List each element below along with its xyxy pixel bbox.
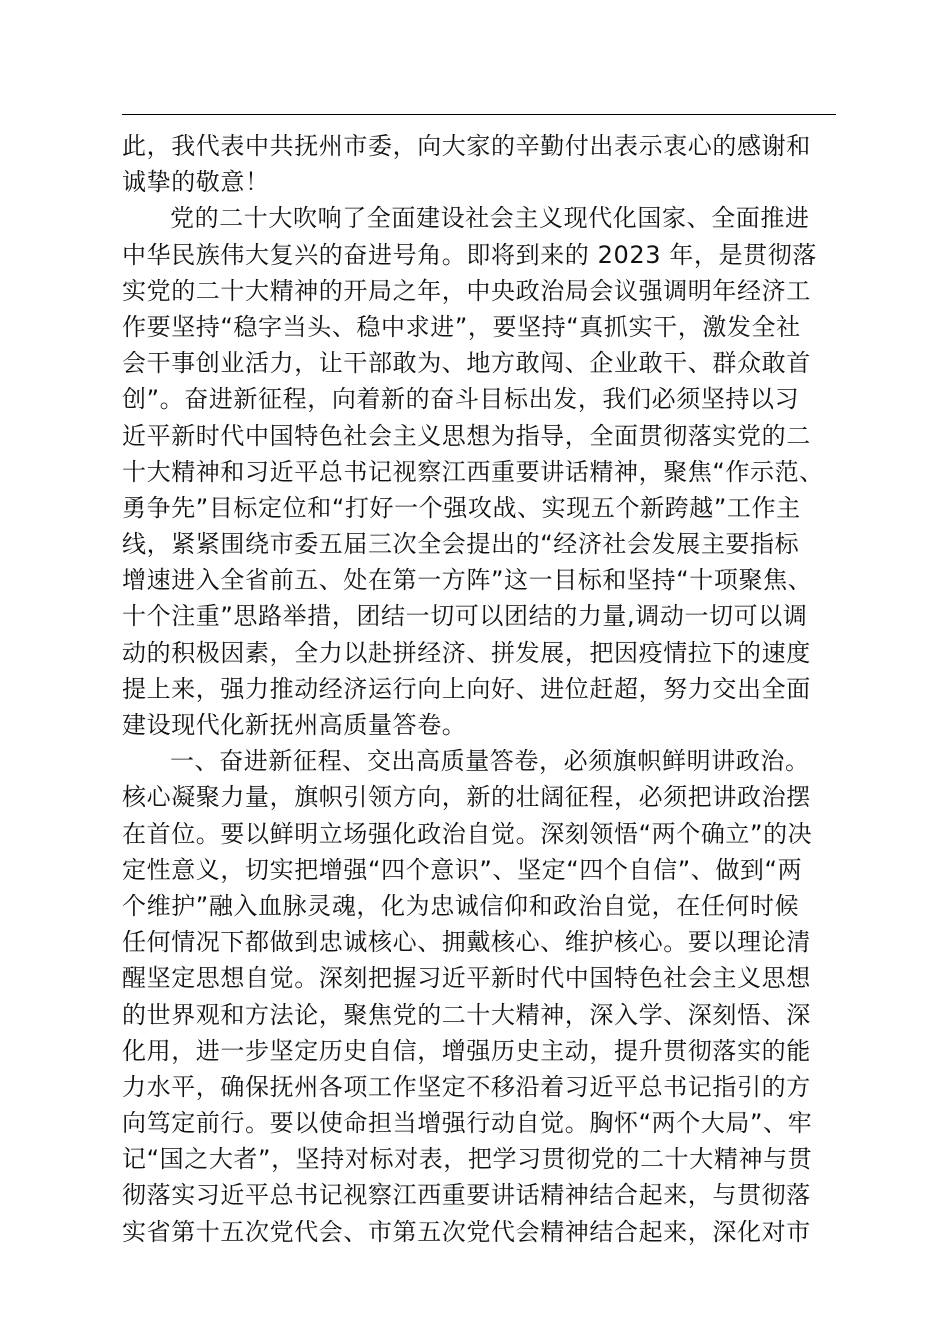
- text-line: 化用，进一步坚定历史自信，增强历史主动，提升贯彻落实的能: [122, 1036, 811, 1065]
- text-line: 定性意义，切实把增强“四个意识”、坚定“四个自信”、做到“两: [122, 855, 803, 884]
- text-line: 作要坚持“稳字当头、稳中求进”，要坚持“真抓实干，激发全社: [122, 312, 801, 341]
- text-line: 十大精神和习近平总书记视察江西重要讲话精神，聚焦“作示范、: [122, 457, 824, 486]
- text-line: 提上来，强力推动经济运行向上向好、进位赶超，努力交出全面: [122, 674, 811, 703]
- text-line: 建设现代化新抚州高质量答卷。: [122, 711, 467, 739]
- text-line: 彻落实习近平总书记视察江西重要讲话精神结合起来，与贯彻落: [122, 1181, 811, 1210]
- text-line: 此，我代表中共抚州市委，向大家的辛勤付出表示衷心的感谢和: [122, 132, 811, 160]
- section-heading-line: 一、奋进新征程、交出高质量答卷，必须旗帜鲜明讲政治。: [170, 747, 810, 776]
- text-line: 实省第十五次党代会、市第五次党代会精神结合起来，深化对市: [122, 1217, 811, 1246]
- text-line: 个维护”融入血脉灵魂，化为忠诚信仰和政治自觉，在任何时候: [122, 891, 800, 920]
- text-line: 创”。奋进新征程，向着新的奋斗目标出发，我们必须坚持以习: [122, 385, 800, 414]
- header-rule: [122, 114, 836, 115]
- text-line: 记“国之大者”，坚持对标对表，把学习贯彻党的二十大精神与贯: [122, 1145, 813, 1174]
- text-line: 核心凝聚力量，旗帜引领方向，新的壮阔征程，必须把讲政治摆: [122, 783, 811, 812]
- text-line: 诚挚的敬意！: [122, 168, 270, 197]
- text-line: 会干事创业活力，让干部敢为、地方敢闯、企业敢干、群众敢首: [122, 349, 811, 378]
- text-line: 线，紧紧围绕市委五届三次全会提出的“经济社会发展主要指标: [122, 530, 800, 559]
- paragraph-start-line: 党的二十大吹响了全面建设社会主义现代化国家、全面推进: [170, 204, 810, 233]
- text-line: 的世界观和方法论，聚焦党的二十大精神，深入学、深刻悟、深: [122, 1000, 811, 1029]
- text-line: 中华民族伟大复兴的奋进号角。即将到来的 2023 年，是贯彻落: [122, 240, 817, 269]
- text-line: 向笃定前行。要以使命担当增强行动自觉。胸怀“两个大局”、牢: [122, 1109, 813, 1138]
- text-line: 勇争先”目标定位和“打好一个强攻战、实现五个新跨越”工作主: [122, 493, 801, 522]
- text-line: 十个注重”思路举措，团结一切可以团结的力量,调动一切可以调: [122, 602, 808, 631]
- text-line: 动的积极因素，全力以赴拼经济、拼发展，把因疫情拉下的速度: [122, 638, 811, 667]
- text-line: 在首位。要以鲜明立场强化政治自觉。深刻领悟“两个确立”的决: [122, 819, 813, 848]
- body-text: [122, 128, 838, 1250]
- text-line: 近平新时代中国特色社会主义思想为指导，全面贯彻落实党的二: [122, 421, 811, 450]
- text-line: 任何情况下都做到忠诚核心、拥戴核心、维护核心。要以理论清: [122, 928, 811, 957]
- text-line: 增速进入全省前五、处在第一方阵”这一目标和坚持“十项聚焦、: [122, 566, 813, 595]
- text-line: 实党的二十大精神的开局之年，中央政治局会议强调明年经济工: [122, 276, 811, 305]
- text-line: 醒坚定思想自觉。深刻把握习近平新时代中国特色社会主义思想: [122, 964, 811, 993]
- text-line: 力水平，确保抚州各项工作坚定不移沿着习近平总书记指引的方: [122, 1072, 811, 1101]
